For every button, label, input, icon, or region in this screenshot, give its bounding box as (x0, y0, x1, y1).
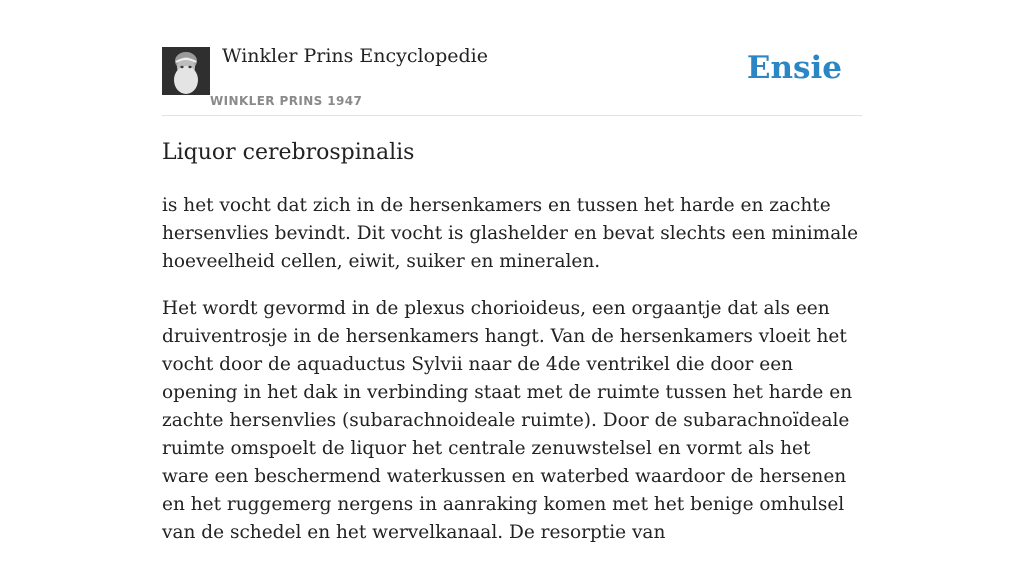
source-subtitle[interactable]: WINKLER PRINS 1947 (210, 94, 363, 108)
article-paragraph: Het wordt gevormd in de plexus chorioideus, een orgaantje dat als een druiventrosje in de hersenkamers hangt. Van de hersenkamers vloeit het vocht door de aquaductus Sylvii naar de 4de ventrikel die door een opening in het dak in verbinding staat met de ruimte tussen het harde en zachte hersenvlies (subarachnoideale ruimte). Door de subarachnoïdeale ruimte omspoelt de liquor het centrale zenuwstelsel en vormt als het ware een beschermend waterkussen en waterbed waardoor de hersenen en het ruggemerg nergens in aanraking komen met het benige omhulsel van de schedel en het wervelkanaal. De resorptie van (162, 298, 853, 543)
source-title[interactable]: Winkler Prins Encyclopedie (222, 45, 488, 67)
bearded-man-portrait-icon (162, 47, 210, 95)
source-header (162, 0, 862, 116)
content-container (162, 0, 862, 543)
article-title: Liquor cerebrospinalis (162, 140, 415, 165)
avatar[interactable] (162, 47, 210, 95)
article-body (162, 192, 862, 566)
brand-logo[interactable]: Ensie (746, 50, 842, 86)
article-paragraph: is het vocht dat zich in de hersenkamers en tussen het harde en zachte hersenvlies bevindt. Dit vocht is glashelder en bevat slechts een minimale hoeveelheid cellen, eiwit, suiker en mineralen. (162, 195, 859, 272)
